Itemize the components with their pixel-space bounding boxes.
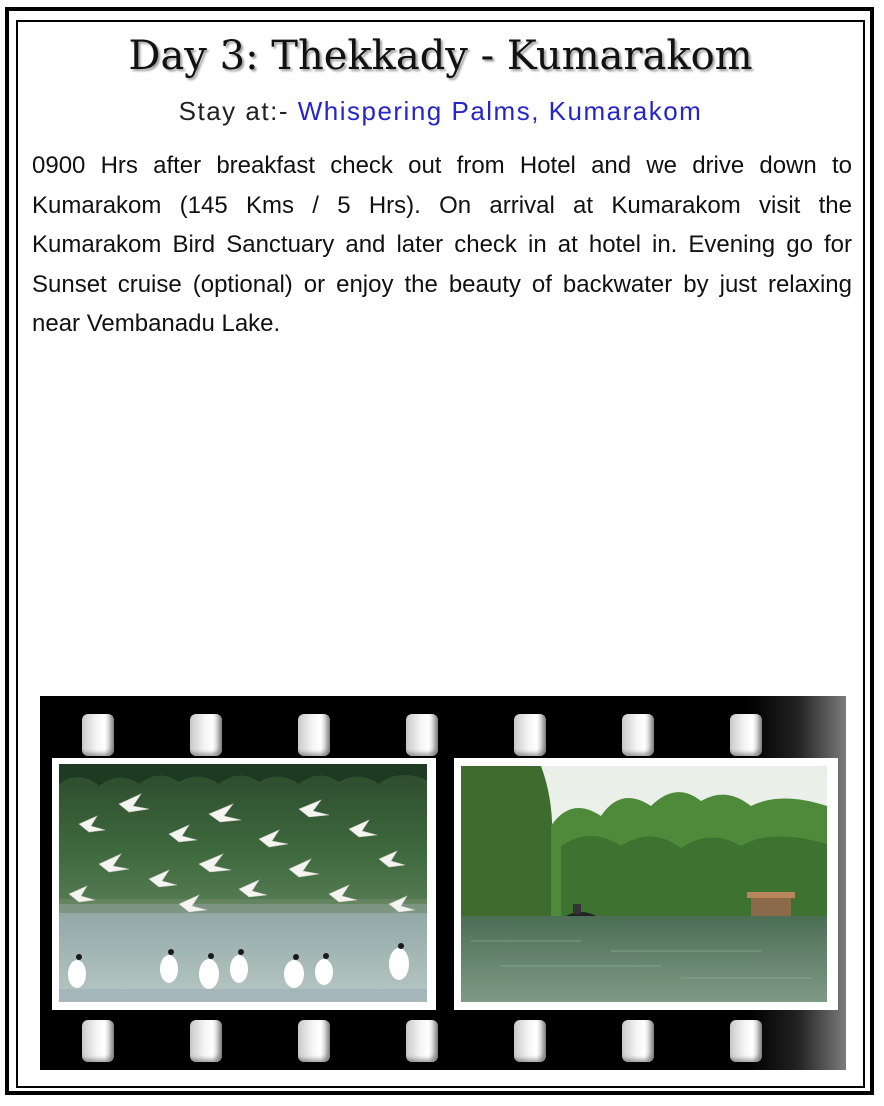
sprocket-hole (622, 714, 654, 756)
bird-sanctuary-image (59, 764, 427, 1002)
stay-label: Stay at:- (178, 96, 298, 126)
photo-bird-sanctuary (52, 758, 436, 1010)
sprocket-hole (730, 714, 762, 756)
sprocket-hole (622, 1020, 654, 1062)
sprocket-hole (82, 1020, 114, 1062)
day-description: 0900 Hrs after breakfast check out from Hotel and we drive down to Kumarakom (145 Kms / 5 Hrs). On arrival at Kumarakom visit the Kumarakom Bird Sanctuary and later check in at hotel in. Evening go for Sunset cruise (optional) or enjoy the beauty of backwater by just relaxing near Vembanadu Lake. (32, 152, 852, 337)
sprocket-hole (406, 714, 438, 756)
sprocket-hole (190, 1020, 222, 1062)
sprocket-hole (298, 1020, 330, 1062)
stay-line (16, 96, 865, 127)
photo-backwater (454, 758, 838, 1010)
sprocket-hole (730, 1020, 762, 1062)
sprocket-hole (406, 1020, 438, 1062)
film-strip (40, 696, 846, 1070)
sprocket-hole (514, 1020, 546, 1062)
hotel-name: Whispering Palms, Kumarakom (297, 96, 703, 126)
page-title: Day 3: Thekkady - Kumarakom (128, 33, 753, 79)
backwater-image (461, 766, 827, 1002)
sprocket-hole (514, 714, 546, 756)
sprocket-hole (190, 714, 222, 756)
sprocket-hole (82, 714, 114, 756)
sprocket-hole (298, 714, 330, 756)
